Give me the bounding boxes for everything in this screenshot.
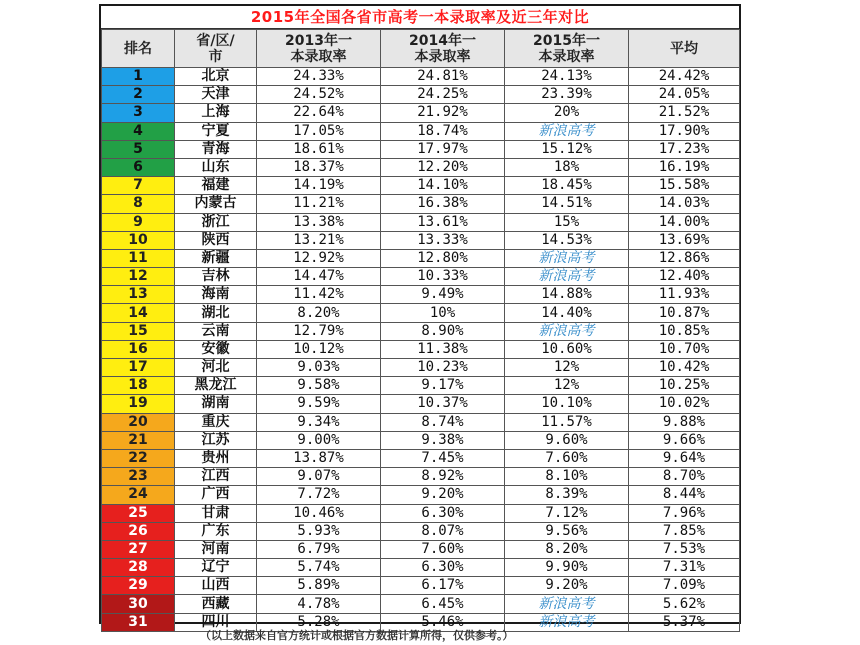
average-cell: 24.42% <box>629 68 740 86</box>
rate-2015-cell: 9.90% <box>505 559 629 577</box>
rate-2015-cell <box>505 249 629 267</box>
rank-cell: 27 <box>102 540 175 558</box>
rank-cell: 4 <box>102 122 175 140</box>
table-row <box>102 122 740 140</box>
rate-2014-cell: 21.92% <box>381 104 505 122</box>
province-cell: 浙江 <box>175 213 257 231</box>
rate-2013-cell: 14.19% <box>257 177 381 195</box>
average-cell: 24.05% <box>629 86 740 104</box>
rank-cell: 14 <box>102 304 175 322</box>
province-cell: 上海 <box>175 104 257 122</box>
rate-2015-cell: 7.60% <box>505 449 629 467</box>
average-cell: 10.02% <box>629 395 740 413</box>
rate-2013-cell: 9.03% <box>257 359 381 377</box>
rate-2013-cell: 17.05% <box>257 122 381 140</box>
table-row <box>102 286 740 304</box>
rank-cell: 3 <box>102 104 175 122</box>
province-cell: 甘肃 <box>175 504 257 522</box>
table-row <box>102 268 740 286</box>
average-cell: 16.19% <box>629 158 740 176</box>
average-cell: 8.44% <box>629 486 740 504</box>
province-cell: 江苏 <box>175 431 257 449</box>
rate-2013-cell: 10.12% <box>257 340 381 358</box>
rate-2013-cell: 5.74% <box>257 559 381 577</box>
rate-2013-cell: 9.34% <box>257 413 381 431</box>
rank-cell: 11 <box>102 249 175 267</box>
average-cell: 12.86% <box>629 249 740 267</box>
rate-2014-cell: 24.81% <box>381 68 505 86</box>
rate-2013-cell: 13.38% <box>257 213 381 231</box>
rate-2015-cell: 8.10% <box>505 468 629 486</box>
province-cell: 宁夏 <box>175 122 257 140</box>
average-cell: 13.69% <box>629 231 740 249</box>
average-cell: 14.00% <box>629 213 740 231</box>
province-cell: 黑龙江 <box>175 377 257 395</box>
header-rank: 排名 <box>102 30 175 68</box>
province-cell: 重庆 <box>175 413 257 431</box>
rate-2015-cell: 9.20% <box>505 577 629 595</box>
rate-2014-cell: 11.38% <box>381 340 505 358</box>
rate-2015-cell <box>505 122 629 140</box>
table-row <box>102 213 740 231</box>
average-cell: 21.52% <box>629 104 740 122</box>
average-cell: 7.96% <box>629 504 740 522</box>
rank-cell: 31 <box>102 613 175 631</box>
average-cell: 7.31% <box>629 559 740 577</box>
rank-cell: 16 <box>102 340 175 358</box>
rate-2013-cell: 4.78% <box>257 595 381 613</box>
table-row <box>102 177 740 195</box>
rate-2013-cell: 13.21% <box>257 231 381 249</box>
page-title: 2015年全国各省市高考一本录取率及近三年对比 <box>101 6 739 29</box>
province-cell: 云南 <box>175 322 257 340</box>
table-row <box>102 377 740 395</box>
province-cell: 西藏 <box>175 595 257 613</box>
average-cell: 7.09% <box>629 577 740 595</box>
average-cell: 10.70% <box>629 340 740 358</box>
rate-2015-cell: 8.39% <box>505 486 629 504</box>
rate-2015-cell: 11.57% <box>505 413 629 431</box>
rate-2013-cell: 18.37% <box>257 158 381 176</box>
table-row <box>102 304 740 322</box>
header-2013 <box>257 30 381 68</box>
province-cell: 内蒙古 <box>175 195 257 213</box>
rate-2014-cell: 6.45% <box>381 595 505 613</box>
rate-2013-cell: 5.93% <box>257 522 381 540</box>
rate-2015-cell: 14.53% <box>505 231 629 249</box>
rate-2015-cell: 12% <box>505 377 629 395</box>
rate-2014-cell: 10% <box>381 304 505 322</box>
average-cell: 9.88% <box>629 413 740 431</box>
table-row <box>102 158 740 176</box>
rate-2015-cell: 10.10% <box>505 395 629 413</box>
watermark-text: 新浪高考 <box>538 595 595 612</box>
rate-2014-cell: 12.20% <box>381 158 505 176</box>
table-row <box>102 249 740 267</box>
table-row <box>102 468 740 486</box>
rate-2013-cell: 24.33% <box>257 68 381 86</box>
rate-2014-cell: 10.37% <box>381 395 505 413</box>
table-row <box>102 540 740 558</box>
header-2015-line2: 本录取率 <box>538 48 595 65</box>
average-cell: 7.53% <box>629 540 740 558</box>
watermark-text: 新浪高考 <box>538 268 595 285</box>
table-row <box>102 322 740 340</box>
rank-cell: 17 <box>102 359 175 377</box>
province-cell: 辽宁 <box>175 559 257 577</box>
province-cell: 陕西 <box>175 231 257 249</box>
rank-cell: 23 <box>102 468 175 486</box>
rate-2015-cell: 7.12% <box>505 504 629 522</box>
average-cell: 5.37% <box>629 613 740 631</box>
average-cell: 17.90% <box>629 122 740 140</box>
header-province-line1: 省/区/ <box>196 32 235 49</box>
rate-2015-cell: 23.39% <box>505 86 629 104</box>
rate-2014-cell: 13.61% <box>381 213 505 231</box>
table-row <box>102 68 740 86</box>
rank-cell: 26 <box>102 522 175 540</box>
rank-cell: 12 <box>102 268 175 286</box>
header-2015-line1: 2015年一 <box>533 32 600 49</box>
table-header-row <box>102 30 740 68</box>
province-cell: 湖北 <box>175 304 257 322</box>
table-row <box>102 86 740 104</box>
header-average: 平均 <box>629 30 740 68</box>
table-row <box>102 595 740 613</box>
table-row <box>102 340 740 358</box>
rate-2015-cell <box>505 322 629 340</box>
province-cell: 广东 <box>175 522 257 540</box>
province-cell: 海南 <box>175 286 257 304</box>
rate-2015-cell: 8.20% <box>505 540 629 558</box>
rate-2014-cell: 8.74% <box>381 413 505 431</box>
rank-cell: 2 <box>102 86 175 104</box>
rank-cell: 13 <box>102 286 175 304</box>
rate-2014-cell: 9.38% <box>381 431 505 449</box>
rate-2013-cell: 13.87% <box>257 449 381 467</box>
header-2014 <box>381 30 505 68</box>
rank-cell: 7 <box>102 177 175 195</box>
province-cell: 贵州 <box>175 449 257 467</box>
average-cell: 10.85% <box>629 322 740 340</box>
table-row <box>102 559 740 577</box>
rate-2014-cell: 9.20% <box>381 486 505 504</box>
average-cell: 7.85% <box>629 522 740 540</box>
average-cell: 12.40% <box>629 268 740 286</box>
header-2015 <box>505 30 629 68</box>
rate-2014-cell: 9.49% <box>381 286 505 304</box>
rate-2013-cell: 22.64% <box>257 104 381 122</box>
table-row <box>102 577 740 595</box>
province-cell: 江西 <box>175 468 257 486</box>
table-row <box>102 195 740 213</box>
rate-2015-cell: 15.12% <box>505 140 629 158</box>
average-cell: 15.58% <box>629 177 740 195</box>
rate-2014-cell: 8.07% <box>381 522 505 540</box>
rate-2013-cell: 11.42% <box>257 286 381 304</box>
average-cell: 14.03% <box>629 195 740 213</box>
rate-2014-cell: 6.30% <box>381 559 505 577</box>
province-cell: 安徽 <box>175 340 257 358</box>
header-2014-line1: 2014年一 <box>409 32 476 49</box>
header-province <box>175 30 257 68</box>
rate-2014-cell: 8.90% <box>381 322 505 340</box>
rate-2013-cell: 9.58% <box>257 377 381 395</box>
table-row <box>102 359 740 377</box>
watermark-text: 新浪高考 <box>538 613 595 630</box>
table-row <box>102 431 740 449</box>
rate-2013-cell: 18.61% <box>257 140 381 158</box>
watermark-text: 新浪高考 <box>538 249 595 266</box>
rank-cell: 15 <box>102 322 175 340</box>
rate-2015-cell: 20% <box>505 104 629 122</box>
province-cell: 吉林 <box>175 268 257 286</box>
table-row <box>102 504 740 522</box>
rate-2014-cell: 6.17% <box>381 577 505 595</box>
watermark-text: 新浪高考 <box>538 122 595 139</box>
province-cell: 四川 <box>175 613 257 631</box>
rate-2015-cell: 9.60% <box>505 431 629 449</box>
rate-2015-cell: 14.88% <box>505 286 629 304</box>
rank-cell: 19 <box>102 395 175 413</box>
rate-2013-cell: 6.79% <box>257 540 381 558</box>
table-row <box>102 486 740 504</box>
rate-2015-cell: 24.13% <box>505 68 629 86</box>
province-cell: 广西 <box>175 486 257 504</box>
rate-2015-cell: 10.60% <box>505 340 629 358</box>
rate-2015-cell: 18.45% <box>505 177 629 195</box>
table-row <box>102 413 740 431</box>
rate-2013-cell: 12.79% <box>257 322 381 340</box>
rate-2015-cell: 18% <box>505 158 629 176</box>
rate-2014-cell: 7.60% <box>381 540 505 558</box>
watermark-text: 新浪高考 <box>538 322 595 339</box>
rate-2013-cell: 9.00% <box>257 431 381 449</box>
table-row <box>102 140 740 158</box>
rate-2013-cell: 14.47% <box>257 268 381 286</box>
rate-2013-cell: 5.28% <box>257 613 381 631</box>
table-row <box>102 522 740 540</box>
rate-2013-cell: 10.46% <box>257 504 381 522</box>
province-cell: 福建 <box>175 177 257 195</box>
table-row <box>102 231 740 249</box>
rate-2014-cell: 24.25% <box>381 86 505 104</box>
rank-cell: 8 <box>102 195 175 213</box>
average-cell: 9.64% <box>629 449 740 467</box>
rate-2014-cell: 10.33% <box>381 268 505 286</box>
average-cell: 10.87% <box>629 304 740 322</box>
rate-2014-cell: 12.80% <box>381 249 505 267</box>
header-2013-line2: 本录取率 <box>290 48 347 65</box>
average-cell: 17.23% <box>629 140 740 158</box>
header-2013-line1: 2013年一 <box>285 32 352 49</box>
rate-2013-cell: 5.89% <box>257 577 381 595</box>
average-cell: 11.93% <box>629 286 740 304</box>
rate-2013-cell: 8.20% <box>257 304 381 322</box>
rate-2013-cell: 9.59% <box>257 395 381 413</box>
rate-2015-cell: 9.56% <box>505 522 629 540</box>
rank-cell: 22 <box>102 449 175 467</box>
rate-2014-cell: 8.92% <box>381 468 505 486</box>
header-province-line2: 市 <box>208 48 223 65</box>
rate-2015-cell <box>505 595 629 613</box>
rate-2015-cell <box>505 268 629 286</box>
rank-cell: 24 <box>102 486 175 504</box>
rate-2014-cell: 17.97% <box>381 140 505 158</box>
rate-2014-cell: 14.10% <box>381 177 505 195</box>
average-cell: 5.62% <box>629 595 740 613</box>
rate-2015-cell: 14.51% <box>505 195 629 213</box>
average-cell: 10.42% <box>629 359 740 377</box>
rate-2014-cell: 7.45% <box>381 449 505 467</box>
rank-cell: 21 <box>102 431 175 449</box>
rank-cell: 5 <box>102 140 175 158</box>
rate-2014-cell: 16.38% <box>381 195 505 213</box>
rank-cell: 30 <box>102 595 175 613</box>
table-row <box>102 104 740 122</box>
rate-2014-cell: 5.46% <box>381 613 505 631</box>
rate-2015-cell: 15% <box>505 213 629 231</box>
rate-2013-cell: 7.72% <box>257 486 381 504</box>
rate-2013-cell: 11.21% <box>257 195 381 213</box>
province-cell: 天津 <box>175 86 257 104</box>
rate-2015-cell: 12% <box>505 359 629 377</box>
admission-rate-sheet <box>99 4 741 630</box>
province-cell: 河南 <box>175 540 257 558</box>
rank-cell: 1 <box>102 68 175 86</box>
rate-2014-cell: 10.23% <box>381 359 505 377</box>
table-row <box>102 449 740 467</box>
average-cell: 9.66% <box>629 431 740 449</box>
rate-2014-cell: 13.33% <box>381 231 505 249</box>
province-cell: 河北 <box>175 359 257 377</box>
admission-rate-table <box>101 29 740 632</box>
province-cell: 山西 <box>175 577 257 595</box>
rank-cell: 29 <box>102 577 175 595</box>
rank-cell: 6 <box>102 158 175 176</box>
rank-cell: 10 <box>102 231 175 249</box>
rank-cell: 18 <box>102 377 175 395</box>
table-body <box>102 68 740 632</box>
province-cell: 湖南 <box>175 395 257 413</box>
rate-2015-cell: 14.40% <box>505 304 629 322</box>
province-cell: 北京 <box>175 68 257 86</box>
footnote: （以上数据来自官方统计或根据官方数据计算所得，仅供参考。） <box>200 629 514 642</box>
rate-2014-cell: 6.30% <box>381 504 505 522</box>
province-cell: 山东 <box>175 158 257 176</box>
average-cell: 8.70% <box>629 468 740 486</box>
average-cell: 10.25% <box>629 377 740 395</box>
province-cell: 青海 <box>175 140 257 158</box>
rate-2013-cell: 12.92% <box>257 249 381 267</box>
province-cell: 新疆 <box>175 249 257 267</box>
rank-cell: 20 <box>102 413 175 431</box>
table-row <box>102 395 740 413</box>
rate-2013-cell: 24.52% <box>257 86 381 104</box>
rank-cell: 25 <box>102 504 175 522</box>
rate-2013-cell: 9.07% <box>257 468 381 486</box>
rank-cell: 28 <box>102 559 175 577</box>
rate-2014-cell: 9.17% <box>381 377 505 395</box>
rank-cell: 9 <box>102 213 175 231</box>
header-2014-line2: 本录取率 <box>414 48 471 65</box>
rate-2014-cell: 18.74% <box>381 122 505 140</box>
